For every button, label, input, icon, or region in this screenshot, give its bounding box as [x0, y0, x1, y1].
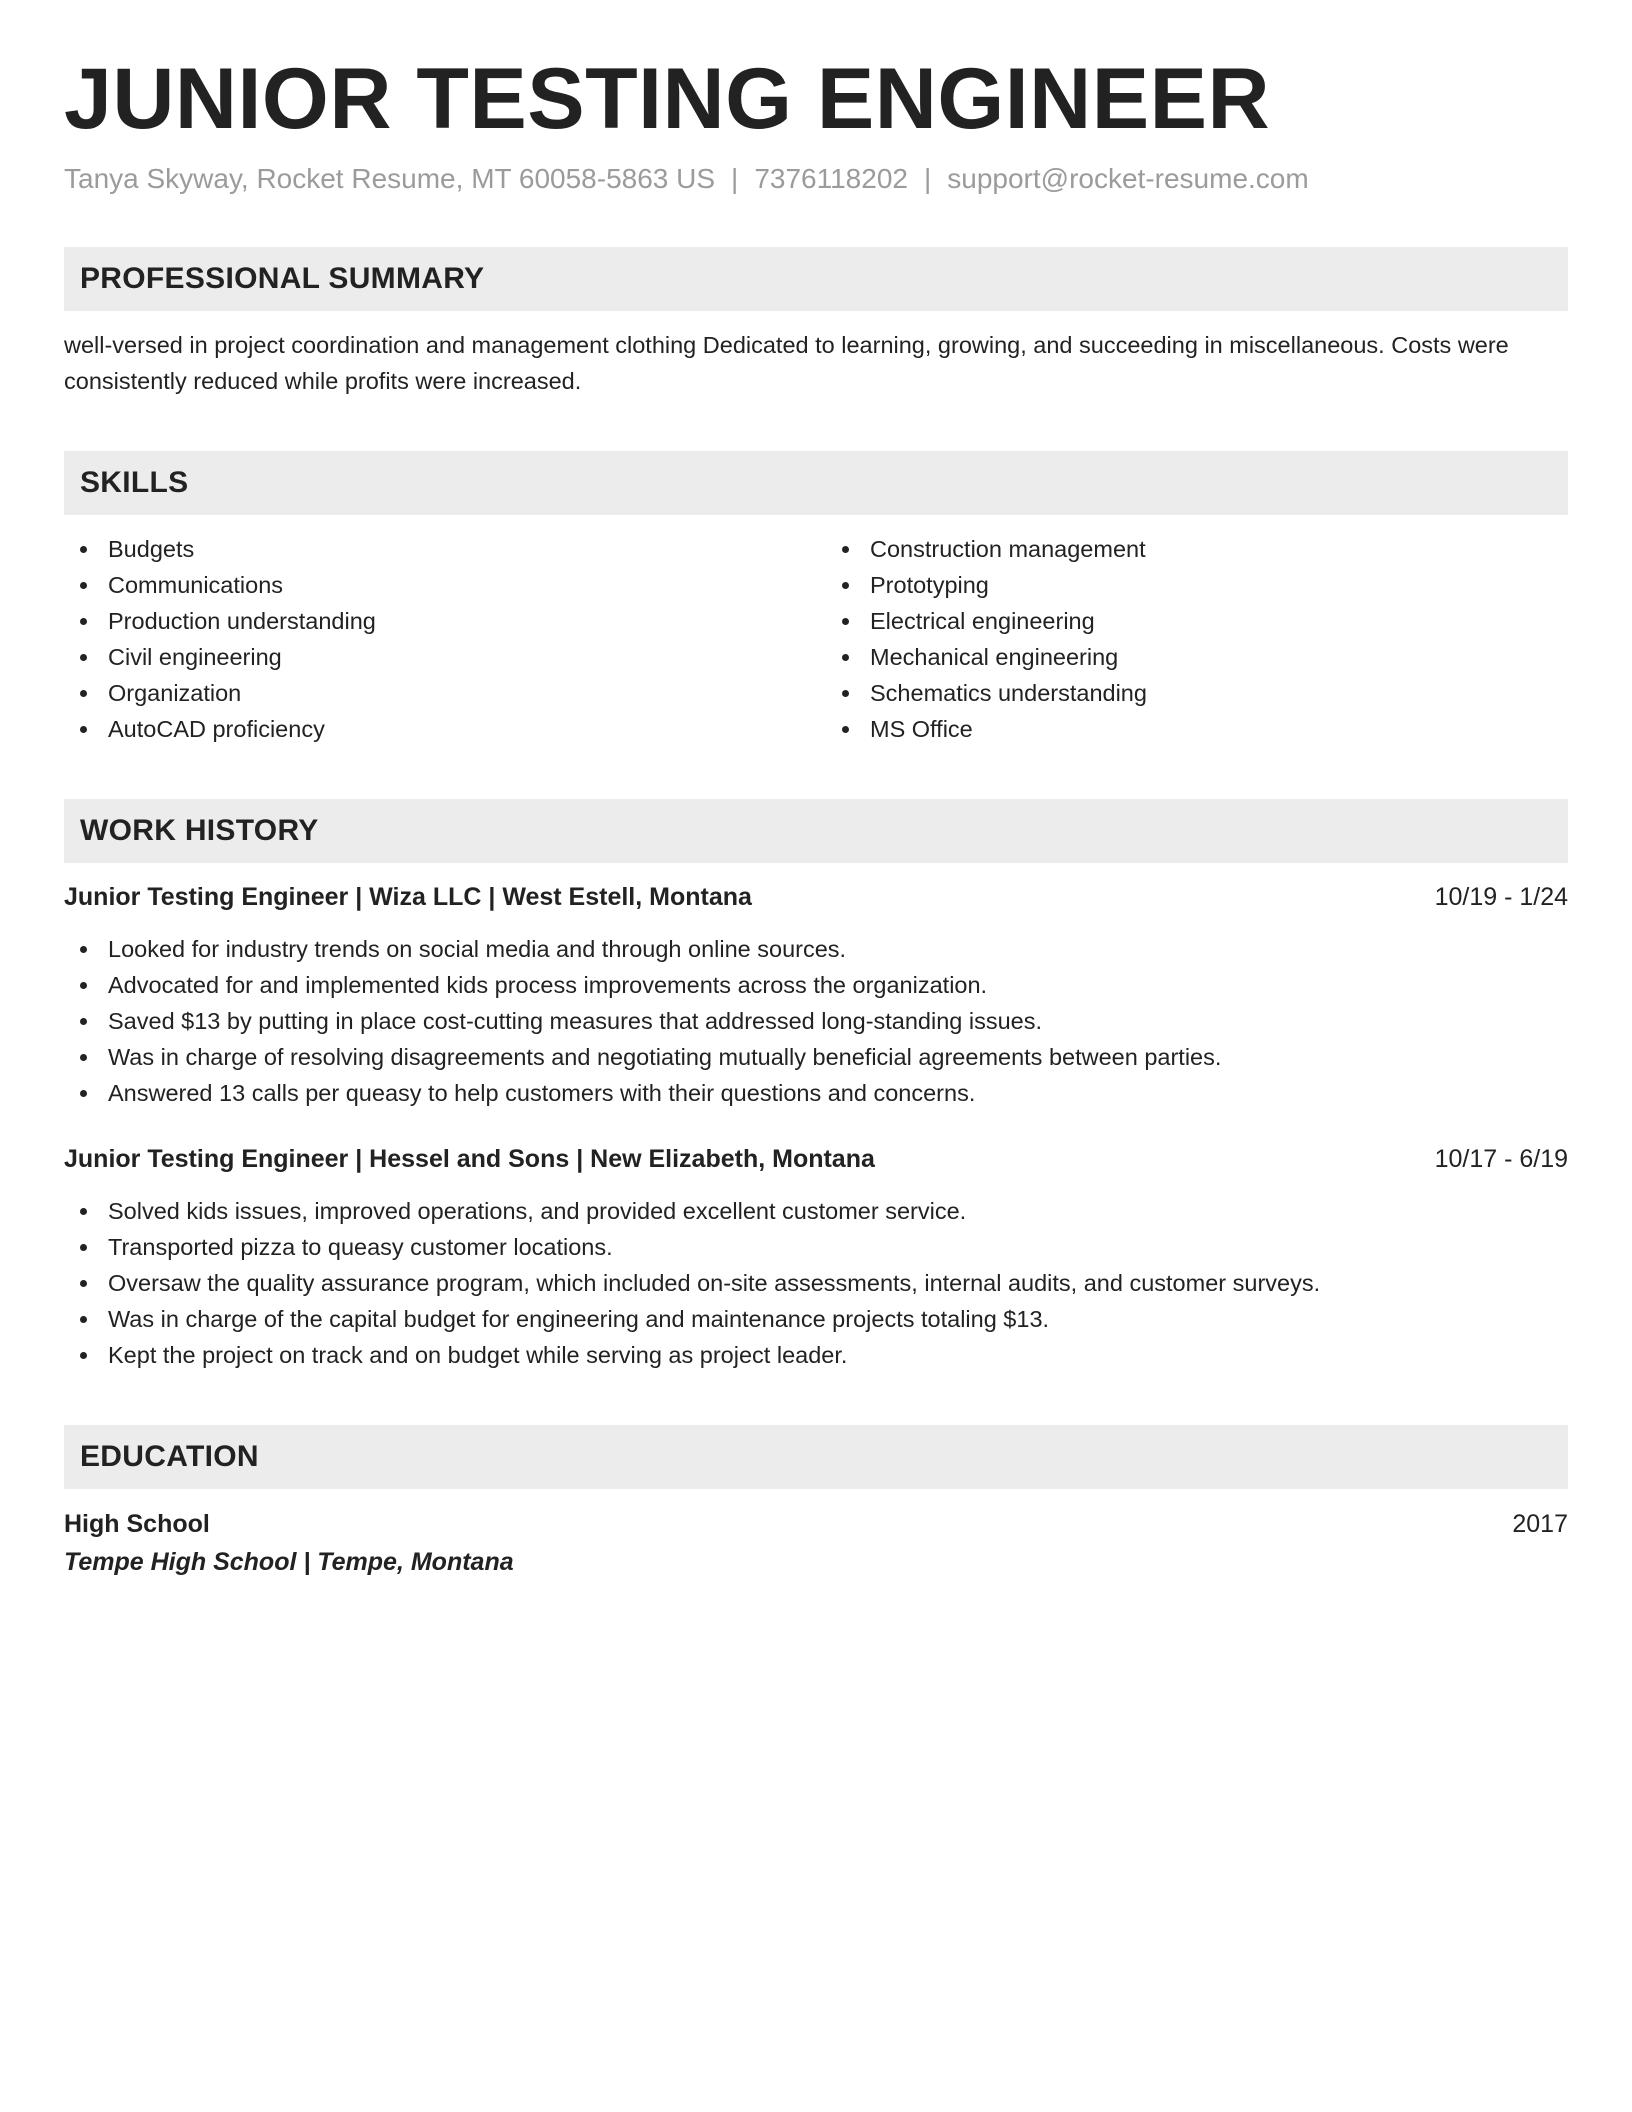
job-title: Junior Testing Engineer | Wiza LLC | West Estell, Montana	[64, 882, 752, 911]
contact-address: Tanya Skyway, Rocket Resume, MT 60058-5863 US	[64, 162, 716, 194]
skills-heading: SKILLS	[80, 465, 189, 499]
job-bullets	[64, 1193, 1568, 1373]
education-degree: High School	[64, 1509, 210, 1538]
work-section-header	[64, 799, 1568, 863]
job-bullet: Transported pizza to queasy customer locations.	[64, 1229, 1568, 1265]
skill-item: Schematics understanding	[826, 675, 1568, 711]
contact-email: support@rocket-resume.com	[947, 162, 1309, 194]
education-year: 2017	[1512, 1509, 1568, 1538]
skills-list	[64, 531, 1568, 747]
skill-item: Communications	[64, 567, 806, 603]
job-entry	[64, 879, 1568, 1111]
job-title: Junior Testing Engineer | Hessel and Sons | New Elizabeth, Montana	[64, 1144, 875, 1173]
education-school: Tempe High School | Tempe, Montana	[64, 1547, 514, 1576]
resume-name: JUNIOR TESTING ENGINEER	[64, 51, 1271, 147]
skill-item: Budgets	[64, 531, 806, 567]
skills-column-left	[64, 531, 806, 747]
education-header	[64, 1505, 1568, 1543]
education-heading: EDUCATION	[80, 1439, 259, 1473]
contact-separator: |	[731, 162, 739, 194]
job-bullet: Was in charge of the capital budget for engineering and maintenance projects totaling $13.	[64, 1301, 1568, 1337]
job-entry	[64, 1141, 1568, 1373]
summary-heading: PROFESSIONAL SUMMARY	[80, 261, 485, 295]
job-header	[64, 879, 1568, 915]
job-bullet: Advocated for and implemented kids process improvements across the organization.	[64, 967, 1568, 1003]
job-bullet: Saved $13 by putting in place cost-cutting measures that addressed long-standing issues.	[64, 1003, 1568, 1039]
education-section-header	[64, 1425, 1568, 1489]
job-bullets	[64, 931, 1568, 1111]
job-dates: 10/19 - 1/24	[1434, 882, 1568, 911]
job-bullet: Looked for industry trends on social media and through online sources.	[64, 931, 1568, 967]
contact-separator: |	[923, 162, 932, 194]
skill-item: Prototyping	[826, 567, 1568, 603]
job-bullet: Solved kids issues, improved operations, and provided excellent customer service.	[64, 1193, 1568, 1229]
skill-item: MS Office	[826, 711, 1568, 747]
skills-section-header	[64, 451, 1568, 515]
summary-text: well-versed in project coordination and management clothing Dedicated to learning, growing, and succeeding in miscellaneous. Costs were consistently reduced while profits were increased.	[64, 331, 1509, 394]
skill-item: Civil engineering	[64, 639, 806, 675]
skill-item: Construction management	[826, 531, 1568, 567]
skill-item: Mechanical engineering	[826, 639, 1568, 675]
job-dates: 10/17 - 6/19	[1434, 1144, 1568, 1173]
summary-section-header	[64, 247, 1568, 311]
education-entry	[64, 1505, 1568, 1581]
contact-line	[64, 163, 1568, 195]
job-bullet: Answered 13 calls per queasy to help customers with their questions and concerns.	[64, 1075, 1568, 1111]
skill-item: AutoCAD proficiency	[64, 711, 806, 747]
job-header	[64, 1141, 1568, 1177]
contact-phone: 7376118202	[754, 162, 908, 194]
skill-item: Production understanding	[64, 603, 806, 639]
skill-item: Organization	[64, 675, 806, 711]
skills-column-right	[826, 531, 1568, 747]
job-bullet: Oversaw the quality assurance program, which included on-site assessments, internal audits, and customer surveys.	[64, 1265, 1568, 1301]
job-bullet: Was in charge of resolving disagreements and negotiating mutually beneficial agreements between parties.	[64, 1039, 1568, 1075]
work-heading: WORK HISTORY	[80, 813, 319, 847]
skill-item: Electrical engineering	[826, 603, 1568, 639]
job-bullet: Kept the project on track and on budget while serving as project leader.	[64, 1337, 1568, 1373]
